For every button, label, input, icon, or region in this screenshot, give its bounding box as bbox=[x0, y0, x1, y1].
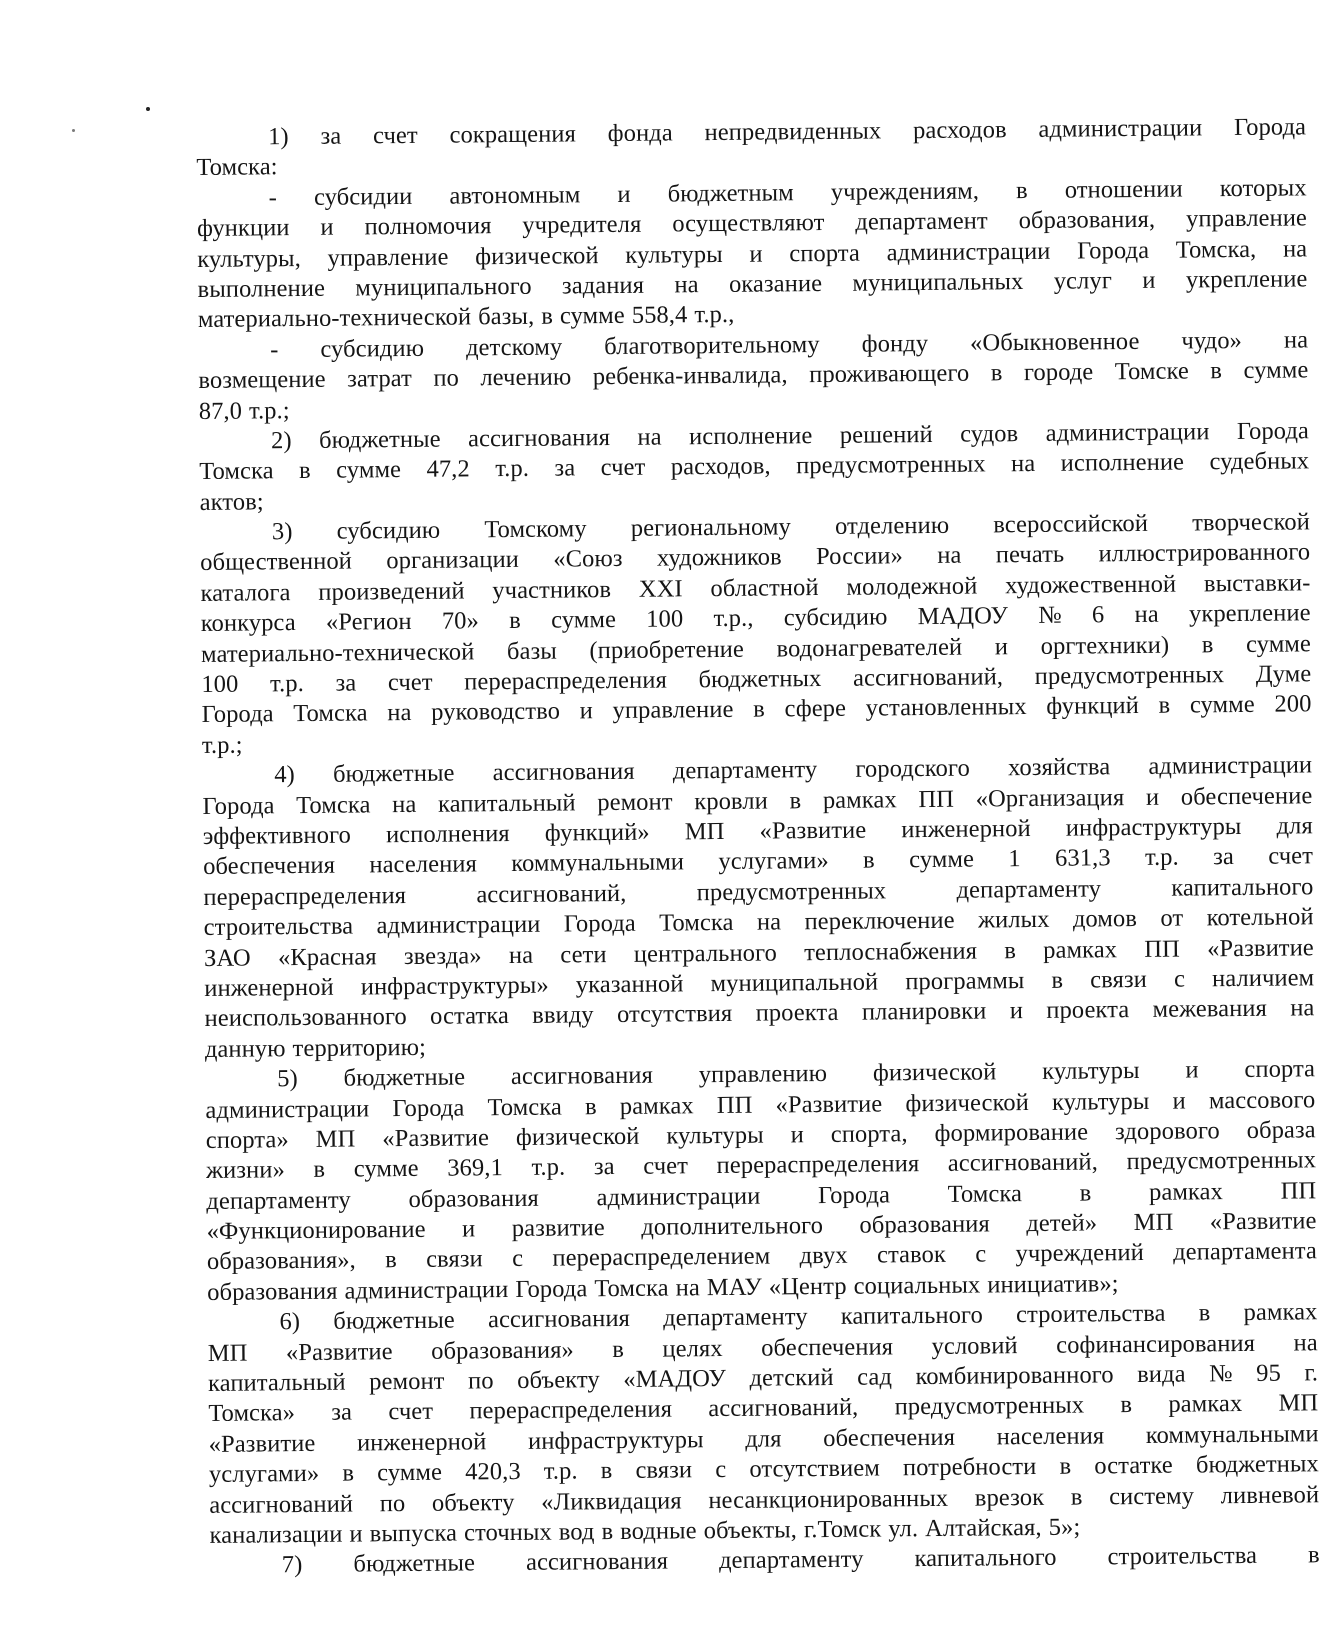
text-line: 100 т.р. за счет перераспределения бюджетных ассигнований, предусмотренных Думе bbox=[201, 660, 1312, 699]
text-line: образования», в связи с перераспределением двух ставок с учреждений департамента bbox=[206, 1237, 1317, 1276]
scan-speck bbox=[72, 129, 75, 132]
text-line: 4) бюджетные ассигнования департаменту городского хозяйства администрации bbox=[274, 751, 1313, 789]
text-line: материально-технической базы (приобретение водонагревателей и оргтехники) в сумме bbox=[200, 629, 1312, 668]
text-line: - субсидии автономным и бюджетным учреждениям, в отношении которых bbox=[268, 174, 1307, 212]
text-line: строительства администрации Города Томска на переключение жилых домов от котельной bbox=[203, 903, 1314, 942]
text-line: 1) за счет сокращения фонда непредвиденных расходов администрации Города bbox=[268, 113, 1307, 151]
text-line: Томска в сумме 47,2 т.р. за счет расходов, предусмотренных на исполнение судебных bbox=[199, 447, 1310, 486]
text-line: 2) бюджетные ассигнования на исполнение решений судов администрации Города bbox=[270, 417, 1310, 455]
text-line: неиспользованного остатка ввиду отсутствия проекта планировки и проекта межевания на bbox=[204, 994, 1315, 1033]
text-line: 87,0 т.р.; bbox=[198, 396, 290, 425]
text-line: Томска: bbox=[196, 153, 278, 182]
text-line: спорта» МП «Развитие физической культуры и спорта, формирование здорового образа bbox=[205, 1116, 1316, 1154]
text-line: 6) бюджетные ассигнования департаменту капитального строительства в рамках bbox=[279, 1298, 1318, 1336]
text-line: функции и полномочия учредителя осуществляют департамент образования, управление bbox=[196, 204, 1308, 243]
text-line: капитальный ремонт по объекту «МАДОУ детский сад комбинированного вида № 95 г. bbox=[207, 1359, 1319, 1397]
text-line: каталога произведений участников XXI областной молодежной художественной выставки- bbox=[200, 569, 1311, 607]
text-line: данную территорию; bbox=[204, 1033, 427, 1063]
text-line: департаменту образования администрации Города Томска в рамках ПП bbox=[206, 1176, 1317, 1215]
text-line: 3) субсидию Томскому региональному отделению всероссийской творческой bbox=[271, 508, 1310, 546]
text-line: эффективного исполнения функций» МП «Развитие инженерной инфраструктуры для bbox=[202, 812, 1313, 850]
scan-speck bbox=[146, 107, 150, 111]
text-line: Города Томска на капитальный ремонт кровли в рамках ПП «Организация и обеспечение bbox=[202, 781, 1313, 820]
text-line: т.р.; bbox=[201, 731, 243, 759]
text-line: администрации Города Томска в рамках ПП «Развитие физической культуры и массового bbox=[205, 1085, 1316, 1124]
text-line: «Функционирование и развитие дополнительного образования детей» МП «Развитие bbox=[206, 1207, 1317, 1246]
text-line: услугами» в сумме 420,3 т.р. в связи с отсутствием потребности в остатке бюджетных bbox=[208, 1450, 1319, 1489]
text-line: Томска» за счет перераспределения ассигнований, предусмотренных в рамках МП bbox=[208, 1389, 1319, 1428]
text-line: Города Томска на руководство и управление в сфере установленных функций в сумме 200 bbox=[201, 690, 1312, 729]
text-line: 5) бюджетные ассигнования управлению физической культуры и спорта bbox=[277, 1055, 1316, 1093]
text-line: ЗАО «Красная звезда» на сети центрального теплоснабжения в рамках ПП «Развитие bbox=[203, 933, 1314, 972]
document-body bbox=[196, 112, 1320, 1581]
text-line: культуры, управление физической культуры и спорта администрации Города Томска, на bbox=[197, 234, 1308, 273]
text-line: канализации и выпуска сточных вод в водные объекты, г.Томск ул. Алтайская, 5»; bbox=[209, 1513, 1081, 1549]
text-line: инженерной инфраструктуры» указанной муниципальной программы в связи с наличием bbox=[204, 964, 1315, 1002]
text-line: - субсидию детскому благотворительному фонду «Обыкновенное чудо» на bbox=[270, 326, 1309, 364]
text-line: образования администрации Города Томска на МАУ «Центр социальных инициатив»; bbox=[207, 1270, 1119, 1306]
text-line: общественной организации «Союз художников России» на печать иллюстрированного bbox=[200, 538, 1311, 577]
text-line: актов; bbox=[199, 488, 264, 516]
text-line: «Развитие инженерной инфраструктуры для обеспечения населения коммунальными bbox=[208, 1420, 1319, 1458]
text-line: выполнение муниципального задания на оказание муниципальных услуг и укрепление bbox=[197, 265, 1308, 303]
text-line: обеспечения населения коммунальными услугами» в сумме 1 631,3 т.р. за счет bbox=[203, 842, 1314, 881]
text-line: жизни» в сумме 369,1 т.р. за счет перераспределения ассигнований, предусмотренных bbox=[205, 1146, 1317, 1185]
text-line: 7) бюджетные ассигнования департаменту капитального строительства в bbox=[281, 1541, 1320, 1579]
text-line: перераспределения ассигнований, предусмотренных департаменту капитального bbox=[203, 873, 1314, 911]
text-line: ассигнований по объекту «Ликвидация несанкционированных врезок в систему ливневой bbox=[209, 1480, 1320, 1519]
text-line: возмещение затрат по лечению ребенка-инвалида, проживающего в городе Томске в сумме bbox=[198, 356, 1309, 395]
text-line: МП «Развитие образования» в целях обеспечения условий софинансирования на bbox=[207, 1328, 1318, 1367]
text-line: конкурса «Регион 70» в сумме 100 т.р., субсидию МАДОУ № 6 на укрепление bbox=[200, 599, 1311, 638]
text-line: материально-технической базы, в сумме 558,4 т.р., bbox=[197, 301, 735, 334]
